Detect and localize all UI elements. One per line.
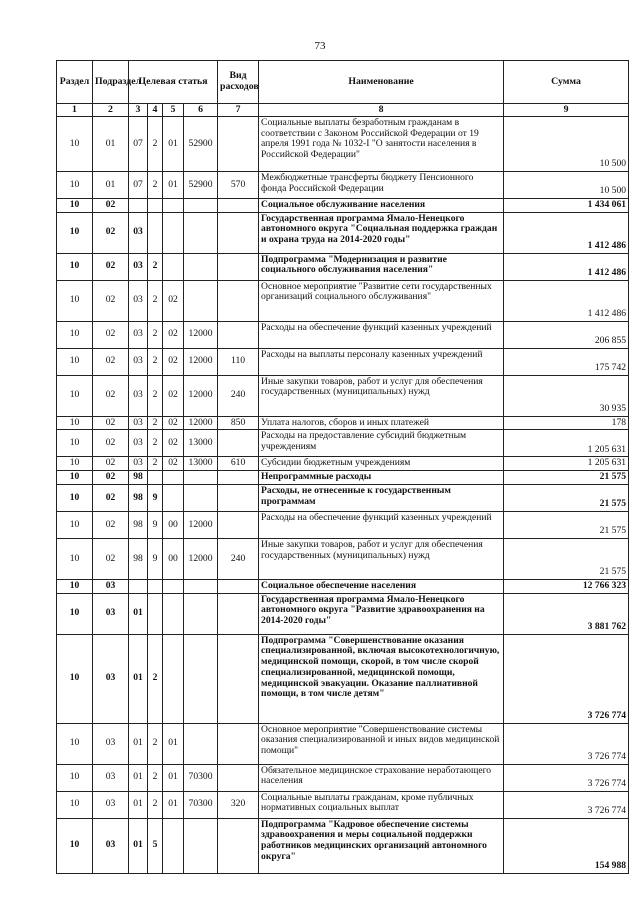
cell-name: Непрограммные расходы — [259, 471, 504, 485]
cell-razdel: 10 — [57, 280, 93, 321]
cell-direction — [184, 579, 218, 593]
cell-podrazdel: 02 — [93, 457, 129, 471]
cell-direction: 13000 — [184, 430, 218, 457]
cell-expense-type — [218, 579, 259, 593]
cell-direction: 12000 — [184, 538, 218, 579]
cell-podrazdel: 02 — [93, 511, 129, 538]
cell-activity: 02 — [163, 280, 184, 321]
cell-direction — [184, 471, 218, 485]
cell-program: 03 — [129, 280, 148, 321]
cell-razdel: 10 — [57, 818, 93, 873]
cell-subprogram — [148, 471, 163, 485]
table-row — [57, 457, 629, 471]
header-row — [57, 61, 629, 104]
column-number: 3 — [129, 104, 148, 117]
cell-expense-type — [218, 280, 259, 321]
cell-program: 03 — [129, 430, 148, 457]
cell-podrazdel: 02 — [93, 321, 129, 348]
cell-razdel: 10 — [57, 471, 93, 485]
cell-name: Расходы на предоставление субсидий бюджетным учреждениям — [259, 430, 504, 457]
table-row — [57, 253, 629, 280]
column-number-row — [57, 104, 629, 117]
cell-program — [129, 579, 148, 593]
cell-name: Подпрограмма "Совершенствование оказания специализированной, включая высокотехнологичную, медицинской помощи, скорой, в том числе скорой специализированной, медицинской помощи, медицинской эвакуации. Оказание паллиативной помощи, в том числе детям" — [259, 634, 504, 723]
cell-sum: 12 766 323 — [504, 579, 629, 593]
cell-program: 01 — [129, 634, 148, 723]
cell-expense-type — [218, 471, 259, 485]
cell-direction: 12000 — [184, 416, 218, 430]
cell-direction — [184, 634, 218, 723]
table-row — [57, 723, 629, 764]
cell-razdel: 10 — [57, 348, 93, 375]
cell-activity — [163, 593, 184, 634]
cell-subprogram: 5 — [148, 818, 163, 873]
cell-direction — [184, 723, 218, 764]
table-row — [57, 375, 629, 416]
cell-expense-type — [218, 253, 259, 280]
cell-subprogram: 2 — [148, 348, 163, 375]
cell-subprogram: 2 — [148, 430, 163, 457]
cell-razdel: 10 — [57, 723, 93, 764]
cell-direction: 12000 — [184, 321, 218, 348]
cell-expense-type — [218, 484, 259, 511]
table-body — [57, 117, 629, 874]
cell-podrazdel: 03 — [93, 723, 129, 764]
cell-razdel: 10 — [57, 172, 93, 199]
cell-activity — [163, 253, 184, 280]
cell-activity — [163, 199, 184, 213]
cell-activity — [163, 818, 184, 873]
cell-program: 98 — [129, 484, 148, 511]
cell-activity: 01 — [163, 791, 184, 818]
cell-program: 03 — [129, 212, 148, 253]
cell-subprogram: 2 — [148, 172, 163, 199]
column-number: 7 — [218, 104, 259, 117]
cell-sum: 1 205 631 — [504, 457, 629, 471]
cell-expense-type — [218, 321, 259, 348]
cell-podrazdel: 03 — [93, 593, 129, 634]
cell-activity: 02 — [163, 430, 184, 457]
cell-sum: 1 412 486 — [504, 212, 629, 253]
cell-razdel: 10 — [57, 253, 93, 280]
cell-direction — [184, 212, 218, 253]
table-row — [57, 538, 629, 579]
cell-expense-type — [218, 199, 259, 213]
cell-program: 98 — [129, 538, 148, 579]
cell-program: 03 — [129, 321, 148, 348]
cell-sum: 1 434 061 — [504, 199, 629, 213]
cell-sum: 175 742 — [504, 348, 629, 375]
table-row — [57, 471, 629, 485]
cell-direction: 12000 — [184, 511, 218, 538]
cell-program: 01 — [129, 593, 148, 634]
cell-name: Обязательное медицинское страхование неработающего населения — [259, 764, 504, 791]
table-row — [57, 511, 629, 538]
cell-razdel: 10 — [57, 416, 93, 430]
cell-name: Государственная программа Ямало-Ненецкого автономного округа "Развитие здравоохранения на 2014-2020 годы" — [259, 593, 504, 634]
cell-subprogram — [148, 593, 163, 634]
cell-direction: 52900 — [184, 117, 218, 172]
cell-expense-type — [218, 764, 259, 791]
cell-subprogram — [148, 212, 163, 253]
budget-table — [56, 60, 629, 874]
table-row — [57, 430, 629, 457]
cell-expense-type — [218, 430, 259, 457]
cell-subprogram: 9 — [148, 484, 163, 511]
cell-sum: 10 500 — [504, 172, 629, 199]
cell-program: 03 — [129, 457, 148, 471]
cell-program: 01 — [129, 723, 148, 764]
table-row — [57, 172, 629, 199]
cell-program: 03 — [129, 375, 148, 416]
cell-sum: 206 855 — [504, 321, 629, 348]
cell-program: 03 — [129, 348, 148, 375]
cell-name: Государственная программа Ямало-Ненецкого автономного округа "Социальная поддержка граждан и охрана труда на 2014-2020 годы" — [259, 212, 504, 253]
column-number: 4 — [148, 104, 163, 117]
cell-activity — [163, 579, 184, 593]
cell-activity: 01 — [163, 117, 184, 172]
cell-sum: 3 726 774 — [504, 634, 629, 723]
cell-sum: 10 500 — [504, 117, 629, 172]
column-number: 6 — [184, 104, 218, 117]
table-row — [57, 280, 629, 321]
cell-direction: 70300 — [184, 791, 218, 818]
cell-subprogram: 2 — [148, 117, 163, 172]
cell-razdel: 10 — [57, 457, 93, 471]
cell-razdel: 10 — [57, 511, 93, 538]
cell-subprogram: 9 — [148, 511, 163, 538]
cell-podrazdel: 03 — [93, 764, 129, 791]
cell-name: Социальные выплаты гражданам, кроме публичных нормативных социальных выплат — [259, 791, 504, 818]
cell-subprogram — [148, 579, 163, 593]
cell-name: Подпрограмма "Кадровое обеспечение системы здравоохранения и меры социальной поддержки работников медицинских организаций автономного округа" — [259, 818, 504, 873]
cell-sum: 3 726 774 — [504, 791, 629, 818]
cell-razdel: 10 — [57, 593, 93, 634]
cell-activity: 02 — [163, 321, 184, 348]
cell-podrazdel: 02 — [93, 212, 129, 253]
cell-subprogram: 9 — [148, 538, 163, 579]
cell-razdel: 10 — [57, 634, 93, 723]
cell-subprogram: 2 — [148, 457, 163, 471]
cell-program: 98 — [129, 511, 148, 538]
cell-expense-type: 240 — [218, 538, 259, 579]
cell-name: Основное мероприятие "Развитие сети государственных организаций социального обслуживания" — [259, 280, 504, 321]
cell-razdel: 10 — [57, 212, 93, 253]
cell-razdel: 10 — [57, 764, 93, 791]
cell-subprogram: 2 — [148, 723, 163, 764]
cell-activity: 01 — [163, 723, 184, 764]
cell-activity — [163, 634, 184, 723]
cell-activity: 00 — [163, 538, 184, 579]
table-row — [57, 117, 629, 172]
column-number: 1 — [57, 104, 93, 117]
table-row — [57, 321, 629, 348]
cell-activity: 02 — [163, 457, 184, 471]
cell-direction — [184, 593, 218, 634]
cell-program: 01 — [129, 791, 148, 818]
cell-direction — [184, 199, 218, 213]
cell-activity: 01 — [163, 172, 184, 199]
cell-program: 01 — [129, 818, 148, 873]
cell-razdel: 10 — [57, 484, 93, 511]
cell-direction: 12000 — [184, 348, 218, 375]
cell-activity — [163, 471, 184, 485]
cell-direction — [184, 484, 218, 511]
cell-direction — [184, 818, 218, 873]
cell-activity — [163, 484, 184, 511]
cell-razdel: 10 — [57, 199, 93, 213]
cell-expense-type — [218, 818, 259, 873]
cell-program: 07 — [129, 117, 148, 172]
cell-activity: 01 — [163, 764, 184, 791]
table-row — [57, 484, 629, 511]
cell-podrazdel: 02 — [93, 416, 129, 430]
cell-expense-type — [218, 593, 259, 634]
cell-expense-type — [218, 511, 259, 538]
cell-direction — [184, 253, 218, 280]
cell-name: Расходы на выплаты персоналу казенных учреждений — [259, 348, 504, 375]
cell-podrazdel: 03 — [93, 579, 129, 593]
header-razdel: Раздел — [57, 61, 93, 104]
cell-name: Иные закупки товаров, работ и услуг для обеспечения государственных (муниципальных) нужд — [259, 375, 504, 416]
cell-sum: 1 412 486 — [504, 280, 629, 321]
cell-podrazdel: 03 — [93, 791, 129, 818]
cell-subprogram: 2 — [148, 634, 163, 723]
cell-direction: 12000 — [184, 375, 218, 416]
cell-sum: 154 988 — [504, 818, 629, 873]
cell-program: 01 — [129, 764, 148, 791]
table-row — [57, 199, 629, 213]
header-target-article: Целевая статья — [129, 61, 218, 104]
cell-expense-type — [218, 117, 259, 172]
column-number: 2 — [93, 104, 129, 117]
cell-podrazdel: 02 — [93, 253, 129, 280]
column-number: 8 — [259, 104, 504, 117]
cell-name: Социальное обслуживание населения — [259, 199, 504, 213]
cell-podrazdel: 02 — [93, 280, 129, 321]
table-row — [57, 212, 629, 253]
cell-subprogram: 2 — [148, 416, 163, 430]
cell-sum: 3 726 774 — [504, 723, 629, 764]
cell-direction: 13000 — [184, 457, 218, 471]
cell-razdel: 10 — [57, 117, 93, 172]
cell-expense-type: 570 — [218, 172, 259, 199]
cell-subprogram: 2 — [148, 791, 163, 818]
table-row — [57, 579, 629, 593]
cell-podrazdel: 01 — [93, 117, 129, 172]
cell-subprogram: 2 — [148, 375, 163, 416]
cell-sum: 1 412 486 — [504, 253, 629, 280]
table-row — [57, 791, 629, 818]
cell-podrazdel: 02 — [93, 471, 129, 485]
cell-subprogram — [148, 199, 163, 213]
cell-name: Расходы на обеспечение функций казенных учреждений — [259, 511, 504, 538]
column-number: 5 — [163, 104, 184, 117]
cell-direction: 70300 — [184, 764, 218, 791]
cell-activity: 00 — [163, 511, 184, 538]
cell-expense-type: 110 — [218, 348, 259, 375]
cell-expense-type: 610 — [218, 457, 259, 471]
cell-program: 03 — [129, 253, 148, 280]
cell-expense-type — [218, 723, 259, 764]
cell-sum: 21 575 — [504, 538, 629, 579]
cell-razdel: 10 — [57, 321, 93, 348]
header-expense-type: Вид расходов — [218, 61, 259, 104]
table-row — [57, 634, 629, 723]
cell-direction — [184, 280, 218, 321]
column-number: 9 — [504, 104, 629, 117]
cell-expense-type: 320 — [218, 791, 259, 818]
cell-expense-type — [218, 634, 259, 723]
cell-activity — [163, 212, 184, 253]
cell-activity: 02 — [163, 416, 184, 430]
header-name: Наименование — [259, 61, 504, 104]
cell-expense-type — [218, 212, 259, 253]
cell-name: Расходы на обеспечение функций казенных учреждений — [259, 321, 504, 348]
cell-activity: 02 — [163, 375, 184, 416]
cell-sum: 178 — [504, 416, 629, 430]
cell-subprogram: 2 — [148, 764, 163, 791]
cell-razdel: 10 — [57, 430, 93, 457]
cell-sum: 1 205 631 — [504, 430, 629, 457]
cell-name: Субсидии бюджетным учреждениям — [259, 457, 504, 471]
cell-razdel: 10 — [57, 579, 93, 593]
cell-name: Основное мероприятие "Совершенствование системы оказания специализированной и иных видов медицинской помощи" — [259, 723, 504, 764]
cell-razdel: 10 — [57, 375, 93, 416]
cell-name: Социальные выплаты безработным гражданам в соответствии с Законом Российской Федерации от 19 апреля 1991 года № 1032-I "О занятости населения в Российской Федерации" — [259, 117, 504, 172]
cell-name: Социальное обеспечение населения — [259, 579, 504, 593]
cell-sum: 21 575 — [504, 471, 629, 485]
cell-podrazdel: 03 — [93, 818, 129, 873]
cell-name: Подпрограмма "Модернизация и развитие социального обслуживания населения" — [259, 253, 504, 280]
cell-expense-type: 850 — [218, 416, 259, 430]
cell-program — [129, 199, 148, 213]
cell-podrazdel: 02 — [93, 430, 129, 457]
cell-sum: 21 575 — [504, 484, 629, 511]
cell-podrazdel: 02 — [93, 199, 129, 213]
cell-sum: 21 575 — [504, 511, 629, 538]
cell-subprogram: 2 — [148, 280, 163, 321]
cell-program: 03 — [129, 416, 148, 430]
cell-subprogram: 2 — [148, 321, 163, 348]
cell-direction: 52900 — [184, 172, 218, 199]
cell-activity: 02 — [163, 348, 184, 375]
cell-sum: 3 726 774 — [504, 764, 629, 791]
cell-razdel: 10 — [57, 791, 93, 818]
page-number: 73 — [314, 40, 326, 52]
table-row — [57, 818, 629, 873]
table-row — [57, 348, 629, 375]
cell-podrazdel: 01 — [93, 172, 129, 199]
cell-podrazdel: 02 — [93, 375, 129, 416]
cell-sum: 3 881 762 — [504, 593, 629, 634]
cell-razdel: 10 — [57, 538, 93, 579]
cell-podrazdel: 02 — [93, 538, 129, 579]
cell-name: Расходы, не отнесенные к государственным программам — [259, 484, 504, 511]
header-sum: Сумма — [504, 61, 629, 104]
cell-name: Уплата налогов, сборов и иных платежей — [259, 416, 504, 430]
table-row — [57, 764, 629, 791]
table-row — [57, 593, 629, 634]
cell-name: Иные закупки товаров, работ и услуг для обеспечения государственных (муниципальных) нужд — [259, 538, 504, 579]
cell-program: 07 — [129, 172, 148, 199]
header-podrazdel: Подраздел — [93, 61, 129, 104]
cell-expense-type: 240 — [218, 375, 259, 416]
cell-program: 98 — [129, 471, 148, 485]
cell-name: Межбюджетные трансферты бюджету Пенсионного фонда Российской Федерации — [259, 172, 504, 199]
cell-podrazdel: 02 — [93, 484, 129, 511]
table-row — [57, 416, 629, 430]
cell-podrazdel: 03 — [93, 634, 129, 723]
cell-subprogram: 2 — [148, 253, 163, 280]
cell-podrazdel: 02 — [93, 348, 129, 375]
cell-sum: 30 935 — [504, 375, 629, 416]
